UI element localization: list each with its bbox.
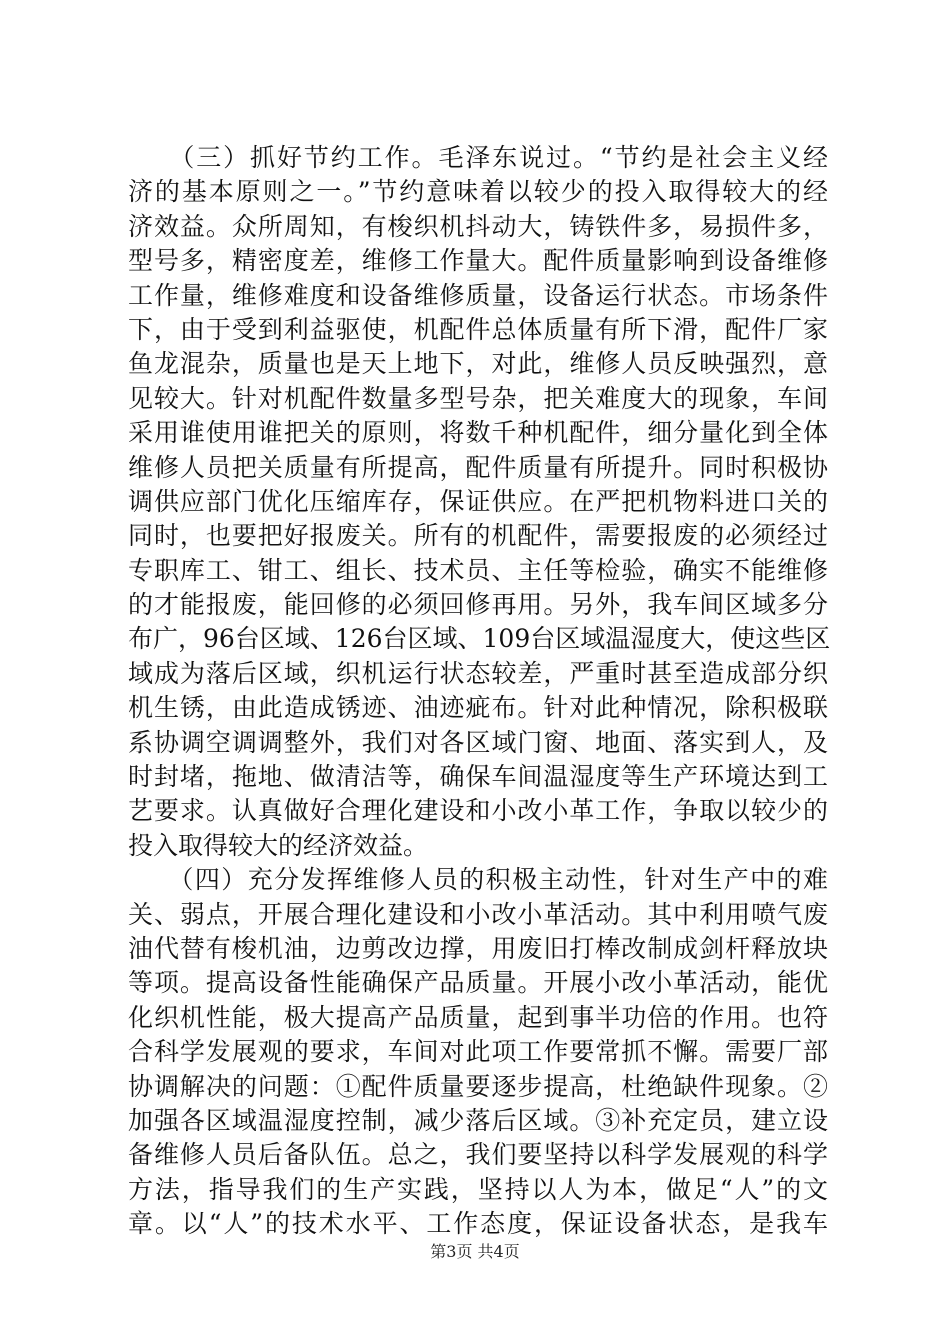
text-line: 艺要求。认真做好合理化建设和小改小革工作，争取以较少的 [128, 796, 828, 826]
text-line: 鱼龙混杂，质量也是天上地下，对此，维修人员反映强烈，意 [128, 349, 828, 379]
text-line: 济效益。众所周知，有梭织机抖动大，铸铁件多，易损件多， [128, 211, 828, 241]
text-line: 下，由于受到利益驱使，机配件总体质量有所下滑，配件厂家 [128, 314, 828, 344]
text-line: （三）抓好节约工作。毛泽东说过。“节约是社会主义经 [128, 143, 828, 172]
body-text [128, 141, 831, 1242]
text-line: 章。以“人”的技术水平、工作态度，保证设备状态，是我车 [128, 1209, 828, 1239]
page-number: 第3页 共4页 [430, 1242, 520, 1261]
text-line: 化织机性能，极大提高产品质量，起到事半功倍的作用。也符 [128, 1002, 828, 1032]
text-line: 关、弱点，开展合理化建设和小改小革活动。其中利用喷气废 [128, 899, 828, 929]
text-line: 系协调空调调整外，我们对各区域门窗、地面、落实到人，及 [128, 727, 828, 757]
text-line: 加强各区域温湿度控制，减少落后区域。③补充定员，建立设 [128, 1105, 828, 1135]
text-line: 等项。提高设备性能确保产品质量。开展小改小革活动，能优 [128, 968, 828, 998]
text-line: 工作量，维修难度和设备维修质量，设备运行状态。市场条件 [128, 280, 828, 310]
text-line: 型号多，精密度差，维修工作量大。配件质量影响到设备维修 [128, 246, 828, 276]
text-line: 合科学发展观的要求，车间对此项工作要常抓不懈。需要厂部 [128, 1037, 828, 1067]
text-line: 济的基本原则之一。”节约意味着以较少的投入取得较大的经 [128, 177, 828, 207]
text-line: 调供应部门优化压缩库存，保证供应。在严把机物料进口关的 [128, 486, 828, 516]
text-line: 时封堵，拖地、做清洁等，确保车间温湿度等生产环境达到工 [128, 762, 828, 792]
paragraph-3 [128, 141, 831, 863]
text-line: 方法，指导我们的生产实践，坚持以人为本，做足“人”的文 [128, 1174, 828, 1204]
text-line: 投入取得较大的经济效益。 [128, 830, 429, 860]
text-line: 油代替有梭机油，边剪改边撑，用废旧打棒改制成剑杆释放块 [128, 933, 828, 963]
text-line: 采用谁使用谁把关的原则，将数千种机配件，细分量化到全体 [128, 418, 828, 448]
text-line: 同时，也要把好报废关。所有的机配件，需要报废的必须经过 [128, 521, 828, 551]
text-line: 见较大。针对机配件数量多型号杂，把关难度大的现象，车间 [128, 383, 828, 413]
text-line: （四）充分发挥维修人员的积极主动性，针对生产中的难 [128, 865, 828, 895]
text-line: 专职库工、钳工、组长、技术员、主任等检验，确实不能维修 [128, 555, 828, 585]
text-line: 备维修人员后备队伍。总之，我们要坚持以科学发展观的科学 [128, 1140, 828, 1170]
text-line: 协调解决的问题：①配件质量要逐步提高，杜绝缺件现象。② [128, 1071, 828, 1101]
text-line: 机生锈，由此造成锈迹、油迹疵布。针对此种情况，除积极联 [128, 693, 828, 723]
text-line: 域成为落后区域，织机运行状态较差，严重时甚至造成部分织 [128, 658, 828, 688]
text-line: 布广，96台区域、126台区域、109台区域温湿度大，使这些区 [128, 624, 831, 654]
text-line: 的才能报废，能回修的必须回修再用。另外，我车间区域多分 [128, 590, 828, 620]
text-line: 维修人员把关质量有所提高，配件质量有所提升。同时积极协 [128, 452, 828, 482]
page-footer [0, 1241, 950, 1263]
paragraph-4 [128, 863, 828, 1241]
